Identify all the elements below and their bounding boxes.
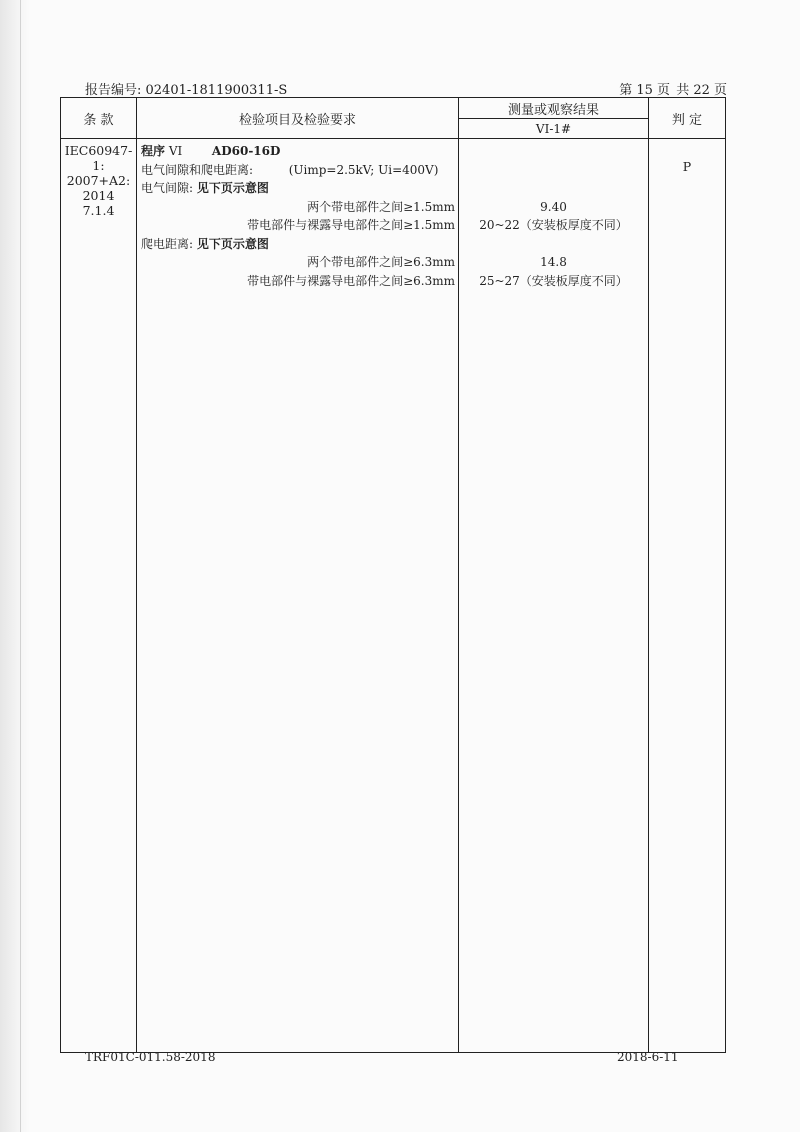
creepage-label: 爬电距离:: [141, 236, 194, 251]
clearance-line: [141, 179, 455, 198]
header-result: 测量或观察结果: [459, 98, 649, 119]
table-row: [61, 139, 726, 1053]
footer-date: 2018-6-11: [617, 1050, 679, 1064]
result-creepage-2: 25~27（安装板厚度不同）: [479, 273, 628, 288]
page-total: 共 22 页: [676, 83, 727, 98]
program-number: VI: [168, 144, 183, 158]
clearance-creepage-line: [141, 161, 455, 180]
verdict-cell: [649, 139, 726, 1053]
page-current: 第 15 页: [619, 83, 671, 98]
clause-cell: [61, 139, 137, 1053]
inspection-table: [60, 97, 726, 1053]
program-label: 程序: [141, 144, 166, 158]
binding-edge: [0, 0, 30, 1132]
page-header: [85, 79, 727, 97]
creepage-line: [141, 235, 455, 254]
result-cell: [459, 139, 649, 1053]
program-line: [141, 142, 455, 161]
creepage-requirement-2: 带电部件与裸露导电部件之间≥6.3mm: [247, 273, 455, 288]
result-creepage-1: 14.8: [540, 255, 567, 269]
creepage-figure-note: 见下页示意图: [196, 236, 269, 251]
header-clause: 条 款: [61, 98, 137, 139]
model-number: AD60-16D: [211, 144, 281, 158]
result-clearance-2: 20~22（安装板厚度不同）: [479, 218, 628, 232]
header-verdict: 判 定: [649, 98, 726, 139]
inspection-item-cell: [137, 139, 459, 1053]
clause-line: 2007+A2:: [66, 173, 131, 188]
clause-line: 7.1.4: [82, 203, 115, 218]
page-info: [617, 79, 727, 98]
clearance-figure-note: 见下页示意图: [196, 181, 269, 195]
clause-line: 2014: [82, 188, 115, 203]
form-code: TRF01C-011.58-2018: [85, 1050, 216, 1064]
header-sample-id: VI-1#: [459, 119, 649, 139]
clearance-requirement-1: 两个带电部件之间≥1.5mm: [307, 199, 455, 214]
verdict-value: P: [682, 159, 692, 174]
clause-line: IEC60947-1:: [64, 143, 133, 173]
header-inspection-item: 检验项目及检验要求: [137, 98, 459, 139]
creepage-requirement-1: 两个带电部件之间≥6.3mm: [307, 255, 455, 269]
clearance-creepage-params: (Uimp=2.5kV; Ui=400V): [288, 162, 439, 177]
clearance-creepage-label: 电气间隙和爬电距离:: [141, 162, 254, 177]
clearance-label: 电气间隙:: [141, 181, 194, 195]
result-clearance-1: 9.40: [540, 199, 567, 214]
clearance-requirement-2: 带电部件与裸露导电部件之间≥1.5mm: [247, 218, 455, 232]
report-number: 报告编号: 02401-1811900311-S: [85, 83, 288, 98]
